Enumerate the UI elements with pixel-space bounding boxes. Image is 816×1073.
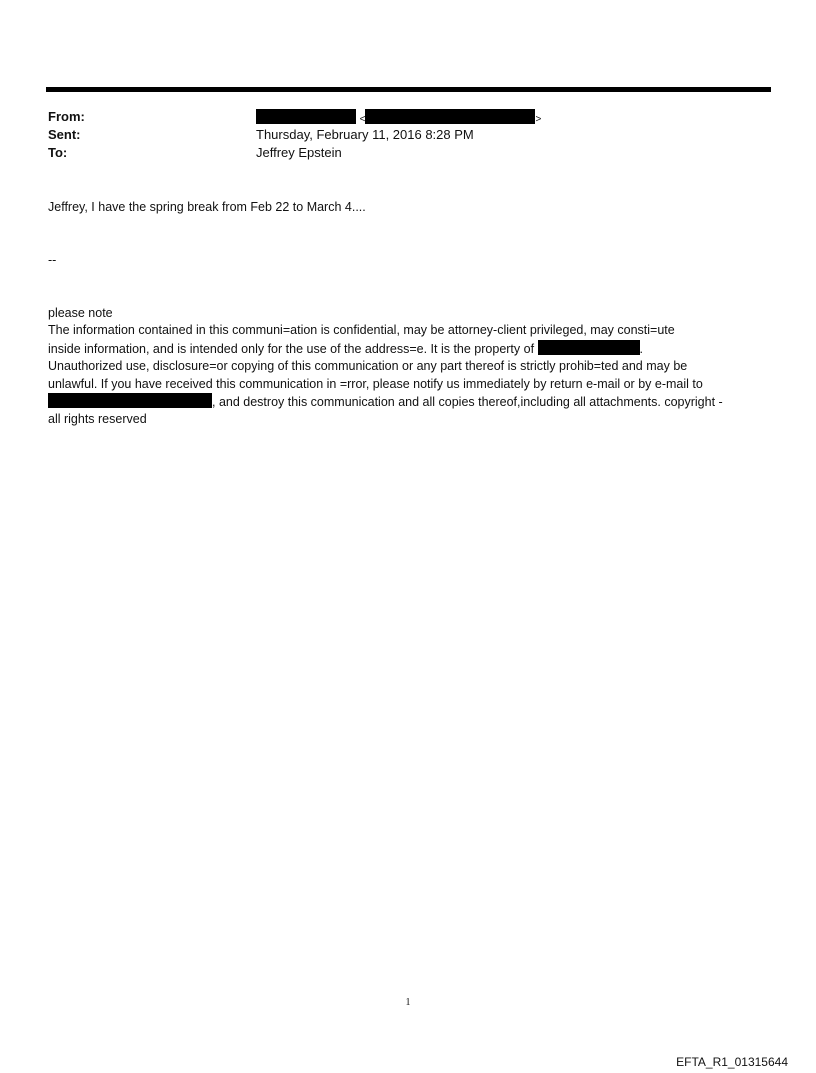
disclaimer-line-1: The information contained in this communi=ation is confidential, may be attorney-client privileged, may consti=ute (48, 323, 675, 337)
from-value (256, 109, 541, 128)
document-id: EFTA_R1_01315644 (676, 1055, 788, 1069)
message-text: Jeffrey, I have the spring break from Feb 22 to March 4.... (48, 200, 366, 214)
header-rule (46, 87, 771, 92)
signature-separator: -- (48, 253, 57, 267)
sender-name-redaction (256, 109, 356, 124)
contact-email-redaction (48, 393, 212, 408)
disclaimer-line-5 (48, 393, 723, 412)
disclaimer-line-2 (48, 340, 643, 359)
sent-label: Sent: (48, 127, 81, 142)
note-heading: please note (48, 306, 113, 320)
page-number: 1 (405, 997, 411, 1008)
to-label: To: (48, 145, 68, 160)
disclaimer-line-4: unlawful. If you have received this communication in =rror, please notify us immediately by return e-mail or by e-mail to (48, 377, 703, 391)
sent-value: Thursday, February 11, 2016 8:28 PM (256, 127, 474, 142)
from-open-bracket: < (359, 114, 366, 125)
disclaimer-line-6: all rights reserved (48, 412, 147, 426)
company-name-redaction (538, 340, 640, 355)
disclaimer-line-5-text: , and destroy this communication and all copies thereof,including all attachments. copyright - (212, 395, 723, 409)
to-value: Jeffrey Epstein (256, 145, 342, 160)
sender-email-redaction (365, 109, 535, 124)
from-close-bracket: > (535, 114, 542, 125)
disclaimer-line-3: Unauthorized use, disclosure=or copying of this communication or any part thereof is strictly prohib=ted and may be (48, 359, 688, 373)
disclaimer-line-2-end: . (639, 342, 644, 356)
from-label: From: (48, 109, 85, 124)
disclaimer-line-2-text: inside information, and is intended only for the use of the address=e. It is the property of (48, 342, 535, 356)
